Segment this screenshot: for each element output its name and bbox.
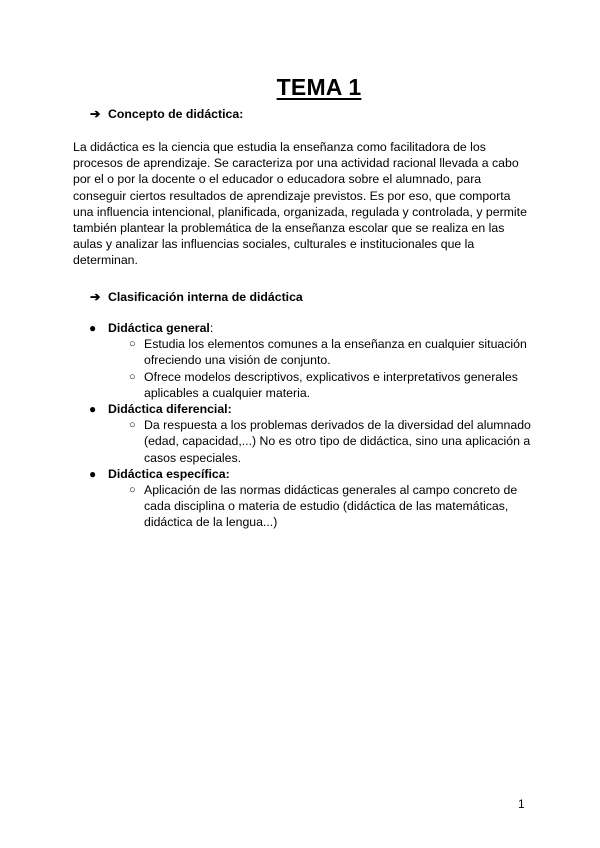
bullet-icon: ●: [89, 321, 97, 335]
circle-bullet-icon: ○: [129, 370, 136, 383]
classification-list: [73, 320, 543, 531]
circle-bullet-icon: ○: [129, 419, 136, 432]
bullet-icon: ●: [89, 466, 97, 481]
arrow-icon: ➔: [90, 290, 101, 304]
sub-list-item: [73, 336, 532, 368]
list-item-label: Didáctica diferencial:: [108, 402, 232, 417]
section-heading-clasificacion: [90, 290, 303, 304]
sub-list-item-text: Ofrece modelos descriptivos, explicativos e interpretativos generales aplicables a cualquier materia.: [144, 369, 518, 400]
sub-list-item: [73, 482, 532, 531]
bullet-icon: ●: [89, 402, 97, 417]
sub-list-item: [73, 417, 532, 466]
list-item-label: Didáctica específica:: [108, 466, 230, 481]
page-number: 1: [518, 797, 525, 811]
circle-bullet-icon: ○: [129, 338, 136, 351]
page-title: TEMA 1: [276, 74, 362, 100]
section-heading-concepto: [90, 107, 243, 121]
sub-list-item: [73, 369, 532, 401]
circle-bullet-icon: ○: [129, 484, 136, 497]
list-item-didactica-general: [73, 320, 543, 336]
list-item-suffix: :: [209, 321, 214, 335]
list-item-label: Didáctica general: [108, 321, 210, 335]
sub-list-item-text: Estudia los elementos comunes a la enseñanza en cualquier situación ofreciendo una visión de conjunto.: [144, 337, 527, 368]
section-heading-label: Clasificación interna de didáctica: [108, 290, 303, 304]
list-item-didactica-especifica: [73, 466, 543, 482]
section-heading-label: Concepto de didáctica:: [108, 107, 244, 121]
arrow-icon: ➔: [90, 107, 101, 121]
concepto-paragraph: La didáctica es la ciencia que estudia la enseñanza como facilitadora de los procesos de aprendizaje. Se caracteriza por una actividad racional llevada a cabo por el o por la docente o el educador o educadora sobre el alumnado, para conseguir ciertos resultados de aprendizaje previstos. Es por eso, que comporta una influencia intencional, planificada, organizada, regulada y controlada, y permite también plantear la problemática de la enseñanza escolar que se realiza en las aulas y analizar las influencias sociales, culturales e institucionales que la determinan.: [73, 140, 527, 268]
sub-list-item-text: Aplicación de las normas didácticas generales al campo concreto de cada disciplina o materia de estudio (didáctica de las matemáticas, didáctica de la lengua...): [144, 483, 518, 530]
list-item-didactica-diferencial: [73, 401, 543, 417]
sub-list-item-text: Da respuesta a los problemas derivados de la diversidad del alumnado (edad, capacidad,...) No es otro tipo de didáctica, sino una aplicación a casos especiales.: [144, 418, 531, 465]
